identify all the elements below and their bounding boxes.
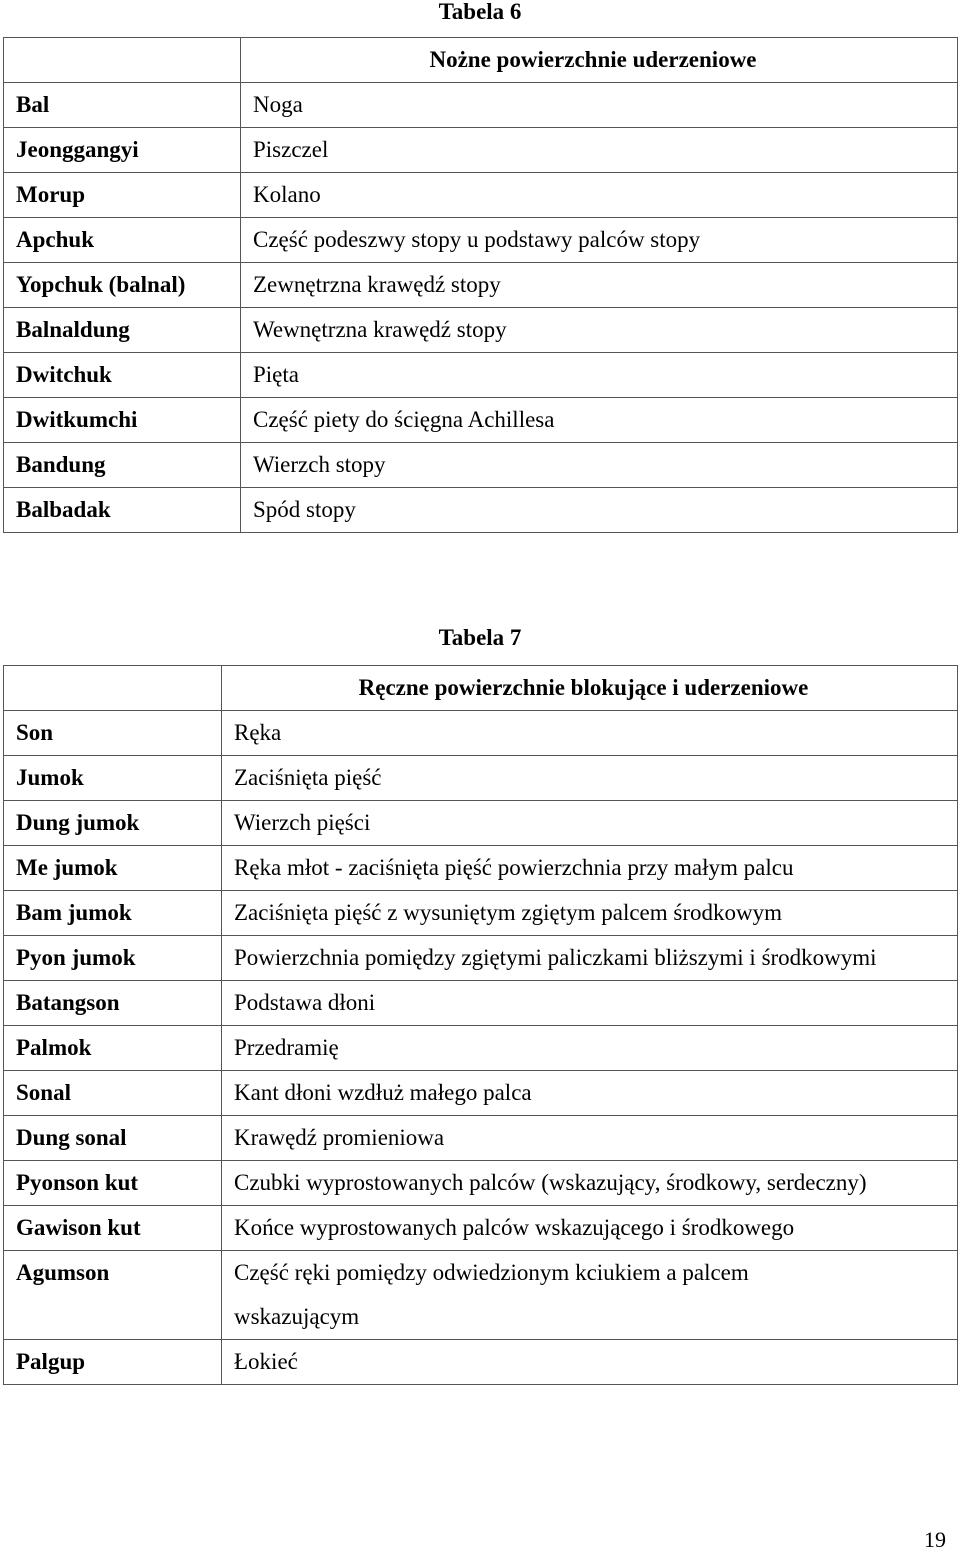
table-row	[4, 981, 958, 1026]
term-cell: Batangson	[4, 981, 222, 1026]
term-cell: Pyon jumok	[4, 936, 222, 981]
table-row	[4, 756, 958, 801]
table-row	[4, 488, 958, 533]
table-row	[4, 173, 958, 218]
table6-body	[4, 83, 958, 533]
term-cell: Palgup	[4, 1340, 222, 1385]
table6-header-spacer	[4, 38, 241, 83]
term-cell: Apchuk	[4, 218, 241, 263]
table-row	[4, 1206, 958, 1251]
table-row	[4, 398, 958, 443]
table7-body	[4, 711, 958, 1385]
description-cell: Pięta	[241, 353, 958, 398]
table-row	[4, 263, 958, 308]
term-cell: Balbadak	[4, 488, 241, 533]
table7-header-spacer	[4, 666, 222, 711]
table-row	[4, 1340, 958, 1385]
table6-caption: Tabela 6	[438, 0, 522, 24]
term-cell: Jeonggangyi	[4, 128, 241, 173]
table-row	[4, 1161, 958, 1206]
description-cell: Ręka	[222, 711, 958, 756]
term-cell: Dwitchuk	[4, 353, 241, 398]
description-cell: Zewnętrzna krawędź stopy	[241, 263, 958, 308]
description-cell: Część piety do ścięgna Achillesa	[241, 398, 958, 443]
description-cell: Wierzch stopy	[241, 443, 958, 488]
term-cell: Sonal	[4, 1071, 222, 1116]
table-row	[4, 846, 958, 891]
description-cell: Powierzchnia pomiędzy zgiętymi paliczkami bliższymi i środkowymi	[222, 936, 958, 981]
description-cell: Noga	[241, 83, 958, 128]
table-row	[4, 218, 958, 263]
term-cell: Yopchuk (balnal)	[4, 263, 241, 308]
term-cell: Dung jumok	[4, 801, 222, 846]
table7-header: Ręczne powierzchnie blokujące i uderzeniowe	[222, 666, 958, 711]
term-cell: Bal	[4, 83, 241, 128]
description-cell: Wierzch pięści	[222, 801, 958, 846]
description-cell: Wewnętrzna krawędź stopy	[241, 308, 958, 353]
table-row	[4, 1026, 958, 1071]
description-cell: Końce wyprostowanych palców wskazującego i środkowego	[222, 1206, 958, 1251]
description-cell: Zaciśnięta pięść	[222, 756, 958, 801]
table-row	[4, 711, 958, 756]
description-cell: Przedramię	[222, 1026, 958, 1071]
table-row	[4, 353, 958, 398]
term-cell: Gawison kut	[4, 1206, 222, 1251]
description-cell: Ręka młot - zaciśnięta pięść powierzchnia przy małym palcu	[222, 846, 958, 891]
page-number: 19	[924, 1527, 946, 1552]
term-cell: Son	[4, 711, 222, 756]
term-cell: Pyonson kut	[4, 1161, 222, 1206]
table-row	[4, 1251, 958, 1340]
description-cell: Kolano	[241, 173, 958, 218]
term-cell: Bandung	[4, 443, 241, 488]
table-row	[4, 801, 958, 846]
description-cell: Spód stopy	[241, 488, 958, 533]
description-cell: Podstawa dłoni	[222, 981, 958, 1026]
table-row	[4, 936, 958, 981]
term-cell: Palmok	[4, 1026, 222, 1071]
description-cell: Piszczel	[241, 128, 958, 173]
term-cell: Dwitkumchi	[4, 398, 241, 443]
description-cell: Łokieć	[222, 1340, 958, 1385]
table-row	[4, 891, 958, 936]
table-row	[4, 83, 958, 128]
term-cell: Jumok	[4, 756, 222, 801]
description-cell: Zaciśnięta pięść z wysuniętym zgiętym palcem środkowym	[222, 891, 958, 936]
term-cell: Agumson	[4, 1251, 222, 1340]
table-row	[4, 443, 958, 488]
term-cell: Morup	[4, 173, 241, 218]
description-cell: Czubki wyprostowanych palców (wskazujący, środkowy, serdeczny)	[222, 1161, 958, 1206]
term-cell: Dung sonal	[4, 1116, 222, 1161]
description-cell: Kant dłoni wzdłuż małego palca	[222, 1071, 958, 1116]
table-row	[4, 128, 958, 173]
table7	[3, 665, 958, 1385]
table-row	[4, 308, 958, 353]
description-cell: Część podeszwy stopy u podstawy palców stopy	[241, 218, 958, 263]
term-cell: Bam jumok	[4, 891, 222, 936]
term-cell: Balnaldung	[4, 308, 241, 353]
table7-caption: Tabela 7	[438, 625, 522, 650]
table-row	[4, 1116, 958, 1161]
table-row	[4, 1071, 958, 1116]
table7-header-row	[4, 666, 958, 711]
table6	[3, 37, 958, 533]
table6-header-row	[4, 38, 958, 83]
description-cell: Część ręki pomiędzy odwiedzionym kciukiem a palcem wskazującym	[222, 1251, 958, 1340]
description-cell: Krawędź promieniowa	[222, 1116, 958, 1161]
table6-header: Nożne powierzchnie uderzeniowe	[241, 38, 958, 83]
term-cell: Me jumok	[4, 846, 222, 891]
